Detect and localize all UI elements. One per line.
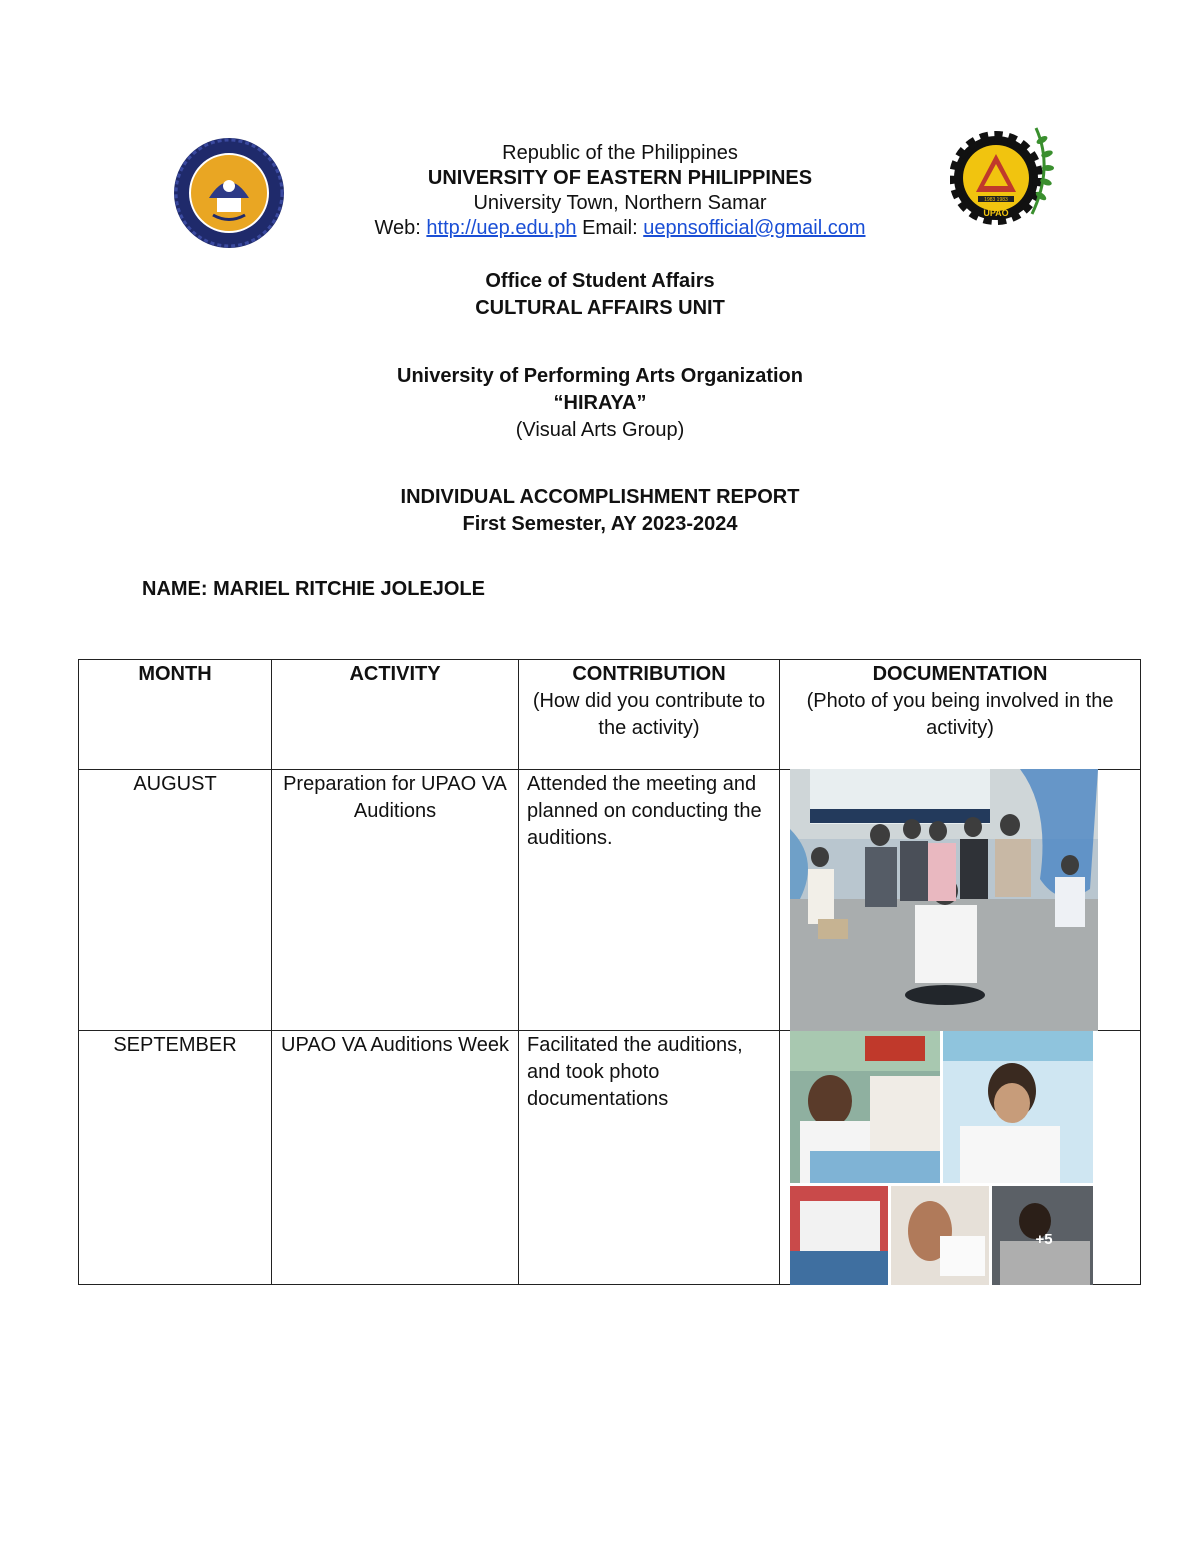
- auditions-collage: [790, 1031, 1093, 1285]
- header-documentation: [780, 660, 1141, 770]
- upao-gear-logo: [950, 118, 1062, 230]
- report-title: [300, 484, 900, 538]
- unit-name: CULTURAL AFFAIRS UNIT: [475, 297, 725, 319]
- university-address: University Town, Northern Samar: [473, 192, 767, 214]
- header-documentation-note: (Photo of you being involved in the activity): [806, 690, 1114, 739]
- republic-line: Republic of the Philippines: [502, 142, 738, 164]
- contact-line: [300, 216, 940, 241]
- subgroup-name: (Visual Arts Group): [515, 419, 685, 441]
- header-month: MONTH: [79, 660, 272, 770]
- university-name: UNIVERSITY OF EASTERN PHILIPPINES: [427, 167, 813, 189]
- member-name: NAME: MARIEL RITCHIE JOLEJOLE: [142, 578, 485, 600]
- row-month: AUGUST: [79, 770, 272, 1031]
- row-month: SEPTEMBER: [79, 1031, 272, 1285]
- svg-text:UPAO: UPAO: [983, 208, 1009, 218]
- email-link[interactable]: uepnsofficial@gmail.com: [643, 217, 866, 239]
- web-link[interactable]: http://uep.edu.ph: [426, 217, 577, 239]
- header-activity: ACTIVITY: [272, 660, 519, 770]
- office-title: [300, 268, 900, 322]
- row-activity: Preparation for UPAO VA Auditions: [272, 770, 519, 1031]
- letterhead: [300, 141, 940, 241]
- more-photos-count: +5: [1035, 1231, 1053, 1248]
- uep-seal-logo: [172, 136, 286, 250]
- web-label: Web:: [374, 217, 421, 239]
- header-documentation-title: DOCUMENTATION: [872, 663, 1048, 685]
- group-name: “HIRAYA”: [553, 392, 647, 414]
- email-label: Email:: [582, 217, 638, 239]
- row-contribution: Facilitated the auditions, and took photo documentations: [519, 1031, 780, 1285]
- report-heading: INDIVIDUAL ACCOMPLISHMENT REPORT: [400, 486, 800, 508]
- header-contribution: [519, 660, 780, 770]
- organization-name: University of Performing Arts Organization: [397, 365, 803, 387]
- header-contribution-title: CONTRIBUTION: [572, 663, 726, 685]
- organization-block: [300, 363, 900, 444]
- row-activity: UPAO VA Auditions Week: [272, 1031, 519, 1285]
- row-contribution: Attended the meeting and planned on conducting the auditions.: [519, 770, 780, 1031]
- header-contribution-note: (How did you contribute to the activity): [532, 690, 766, 739]
- office-name: Office of Student Affairs: [485, 270, 715, 292]
- report-semester: First Semester, AY 2023-2024: [462, 513, 738, 535]
- svg-text:1983 1983: 1983 1983: [984, 197, 1008, 203]
- meeting-photo: [790, 769, 1098, 1031]
- table-header-row: [79, 660, 1141, 770]
